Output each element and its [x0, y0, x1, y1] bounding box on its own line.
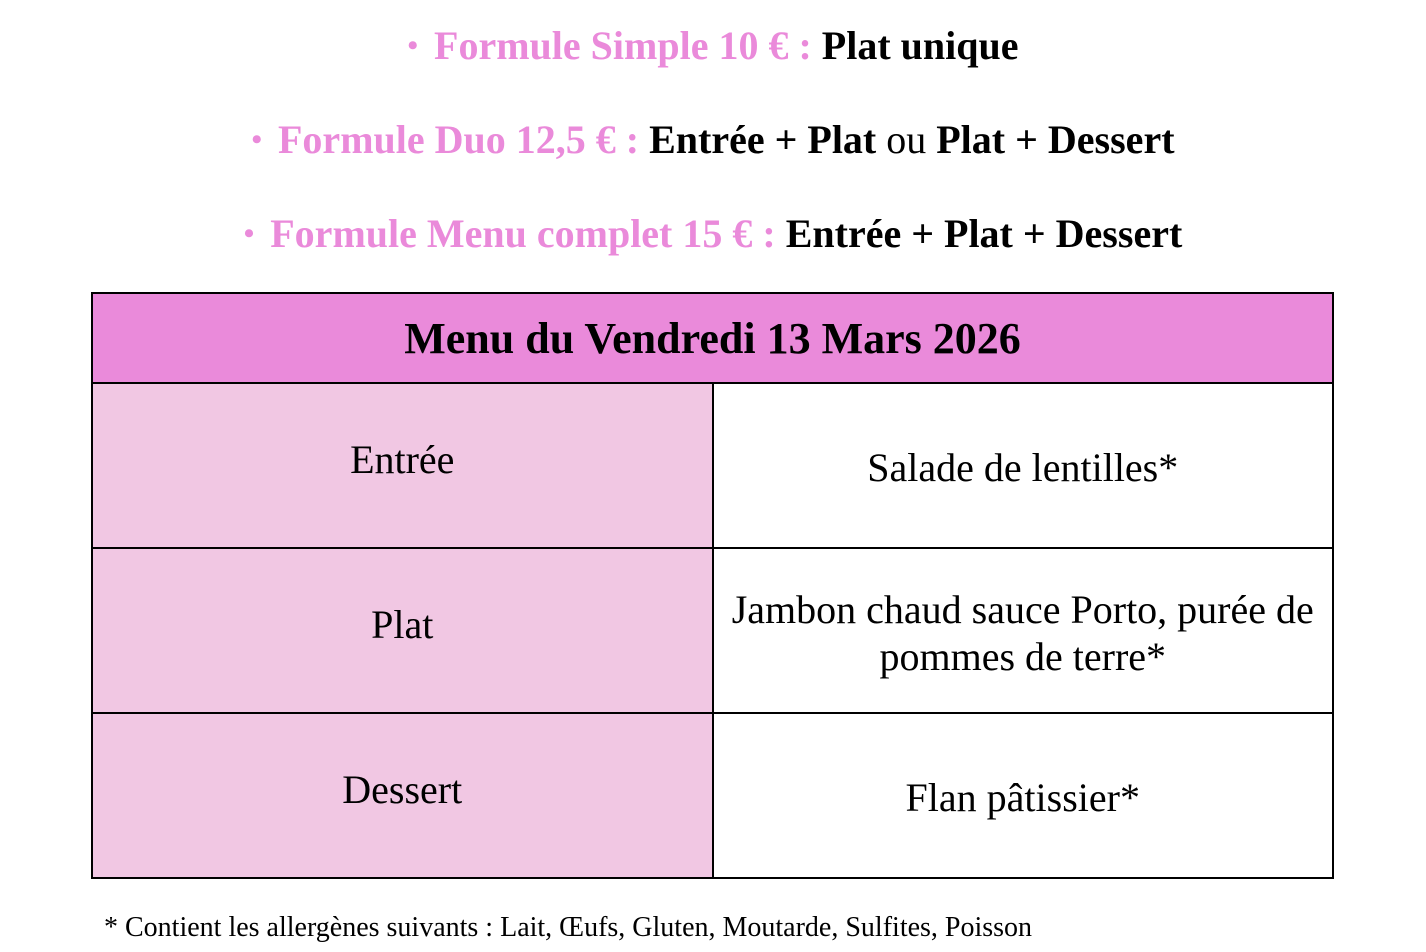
allergen-note: * Contient les allergènes suivants : Lait, Œufs, Gluten, Moutarde, Sulfites, Poisson — [104, 912, 1033, 943]
dish-label: Flan pâtissier* — [905, 775, 1140, 820]
formule-name: Formule Menu complet 15 € : — [270, 211, 776, 256]
formule-duo — [0, 116, 1426, 168]
dish-cell — [713, 713, 1334, 878]
menu-row-entree — [92, 383, 1333, 548]
formule-menu-complet — [0, 210, 1426, 262]
category-label: Dessert — [342, 767, 463, 812]
formule-content: Entrée + Plat — [649, 117, 877, 162]
formule-connector: ou — [886, 117, 927, 162]
bullet-icon: • — [407, 29, 419, 62]
dish-label: Jambon chaud sauce Porto, purée de pommes de terre* — [731, 586, 1314, 679]
category-cell — [92, 713, 713, 878]
category-label: Plat — [371, 602, 434, 647]
category-cell — [92, 383, 713, 548]
formule-content: Entrée + Plat + Dessert — [785, 211, 1183, 256]
menu-header-row — [92, 293, 1333, 383]
dish-cell — [713, 548, 1334, 713]
category-label: Entrée — [350, 437, 455, 482]
dish-label: Salade de lentilles* — [867, 445, 1179, 490]
formule-content: Plat unique — [821, 23, 1019, 68]
formule-simple — [0, 22, 1426, 74]
dish-cell — [713, 383, 1334, 548]
bullet-icon: • — [251, 123, 262, 156]
formule-name: Formule Duo 12,5 € : — [278, 117, 640, 162]
bullet-icon: • — [243, 217, 255, 250]
menu-row-plat — [92, 548, 1333, 713]
category-cell — [92, 548, 713, 713]
menu-title: Menu du Vendredi 13 Mars 2026 — [92, 293, 1333, 383]
formule-name: Formule Simple 10 € : — [434, 23, 812, 68]
menu-table — [91, 292, 1334, 879]
menu-row-dessert — [92, 713, 1333, 878]
formule-content: Plat + Dessert — [936, 117, 1175, 162]
